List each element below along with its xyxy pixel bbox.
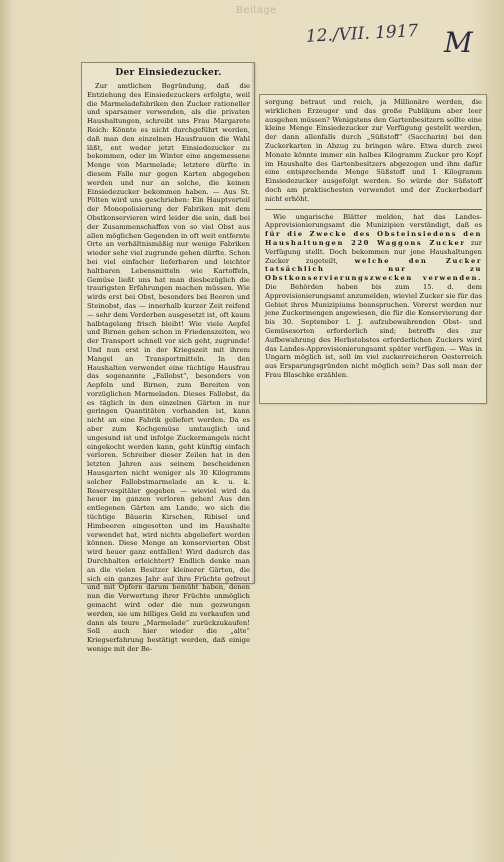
paragraph-2-rest: Die Behörden haben bis zum 15. d. dem Approvisionierungsamt anzumelden, wieviel Zucker sie für das Gebiet ihres Munizipiums beanspruchen. Vorerst werden nur jene Zuckermengen angewiesen, die für die Konservierung der bis 30. September l. J. aufzubewahrenden Obst- und Gemüsesorten erforderlich sind; betreffs des zur Aufbewahrung des Herbstobstes erforderlichen Zuckers wird das Landes-Approvisionierungsamt später verfügen. — Was in Ungarn möglich ist, soll im viel zuckerreicheren Oesterreich aus Ersparungsgründen nicht möglich sein? Das soll man der Frau Blaschke erzählen. [265, 282, 482, 379]
paragraph-2-intro: Wie ungarische Blätter melden, hat das Landes-Approvisionierungsamt die Munizipien verständigt, daß es [265, 212, 482, 230]
clipping-divider [265, 209, 482, 210]
clipping-edge-shadow [252, 63, 256, 583]
archive-stamp: Beilage [236, 5, 277, 16]
clipping-right-paragraph-2 [265, 213, 482, 380]
newspaper-clipping-right [260, 95, 486, 403]
clipping-right-paragraph-1: sorgung betraut und reich, ja Millionäre werden, die wirklichen Erzeuger und das große Publikum aber leer ausgehen müssen? Wenigstens den Gartenbesitzern sollte eine kleine Menge Einsiedezucker zur Verfügung gestellt werden, der dann allenfalls durch „Süßstoff“ (Saccharin) bei den Zuckerkarten in Abzug zu bringen wäre. Etwa durch zwei Monate könnte immer ein halbes Kilogramm Zucker pro Kopf im Haushalte des Gartenbesitzers abgezogen und ihm dafür eine entsprechende Menge Süßstoff und 1 Kilogramm Einsiedezucker ausgefolgt werden. So würde der Süßstoff doch am praktischesten verwendet und der Zuckerbedarf nicht erhöht. [265, 98, 482, 203]
clipping-left-text [82, 63, 254, 654]
clipping-right-text [260, 95, 486, 380]
handwritten-initials: M [444, 26, 473, 59]
newspaper-clipping-left [82, 63, 254, 653]
handwritten-date: 12./VII. 1917 [305, 21, 419, 47]
clipping-headline: Der Einsiedezucker. [115, 68, 222, 78]
clipping-left-paragraph: Zur amtlichen Begründung, daß die Entziehung des Einsiedezuckers erfolgte, weil die Marmeladefabriken den Zucker rationeller und sparsamer verwenden, als die privaten Haushaltungen, schreibt uns Frau Margarete Reich: Könnte es nicht durchgeführt werden, daß man den einzelnen Hausfrauen die Wahl läßt, ent weder jetzt Einsiedezucker zu bekommen, oder im Winter eine angemessene Menge von Marmelade; letztere dürfte in diesem Falle nur gegen Karten abgegeben werden und nur an solche, die keinen Einsiedezucker bekommen haben. — Aus St. Pölten wird uns geschrieben: Ein Hauptvorteil der Monopolisierung der Fabriken mit dem Obstkonservieren wird leider die sein, daß bei der Zusammenschaffen von so viel Obst aus allen möglichen Gegenden in oft weit entfernte Orte an verhältnismäßig nur wenige Fabriken wieder sehr viel zugrunde gehen dürfte. Schon bei viel einfacher lieferbaren und leichter haltbaren Lebensmitteln wie Kartoffeln, Gemüse ließt uns hat man diesbezüglich die traurigsten Erfahrungen machen müssen. Wie wirds erst bei Obst, besonders bei Beeren und Steinobst, das — innerhalb kurzer Zeit reifend — sehr dem Verderben ausgesetzt ist, oft kaum halbtagelang frisch bleibt! Wie viele Aepfel und Birnen gehen schon in Friedenszeiten, wo der Transport schnell vor sich geht, zugrunde! Und nun erst in der Kriegszeit mit ihrem Mangel an Transportmitteln. In den Haushalten verwendet eine tüchtige Hausfrau das sogenannte „Fallobst“, besonders von Aepfeln und Birnen, zum Bereiten von vorzüglichen Marmeladen. Dieses Fallobst, da es täglich in den einzelnen Gärten in nur geringen Quantitäten vorhanden ist, kann nicht an eine Fabrik geliefert werden. Da es aber zum Kochgemüse umtauglich und ungesund ist und infolge Zuckermangels nicht eingekocht werden kann, geht künftig einfach verloren. Schreiber dieser Zeilen hat in den letzten Jahren aus seinem bescheidenen Hausgarten nicht weniger als 30 Kilogramm solcher Fallobstmarmelade an k. u. k. Reservespitäler gegeben — wieviel wird da heuer im ganzen verloren gehen! Aus den entlegenen Gärten am Lande, wo sich die tüchtige Bäuerin Kirschen, Ribisel und Himbeeren eingesotten und im Haushalte verwendet hat, wird nichts abgeliefert werden können. Diese Menge an konservierten Obst wird heuer ganz entfallen! Wird dadurch das Durchhalten erleichtert? Endlich denke man an die vielen Besitzer kleinerer Gärten, die sich ein ganzes Jahr auf ihre Früchte gefreut und mit Opfern darum bemüht haben, denen nun die Verwertung ihrer Früchte unmöglich gemacht wird oder die nun gezwungen werden, sie um billiges Geld zu verkaufen und dann als teure „Marmelade“ zurückzukaufen! Soll auch hier wieder die „alte“ Kriegserfahrung bestätigt werden, daß einige wenige mit der Be- [87, 82, 250, 653]
paragraph-2-spaced-emphasis-2: welche den Zucker tatsächlich nur zu Obstkonservierungszwecken verwenden. [265, 256, 482, 283]
paragraph-2-spaced-emphasis-1: für die Zwecke des Obsteinsiedens den Haushaltungen 220 Waggons Zucker [265, 230, 482, 247]
paragraph-2-mid: zur Verfügung stellt. Doch bekommen nur jene Haushaltungen Zucker zugeteilt, [265, 238, 482, 265]
